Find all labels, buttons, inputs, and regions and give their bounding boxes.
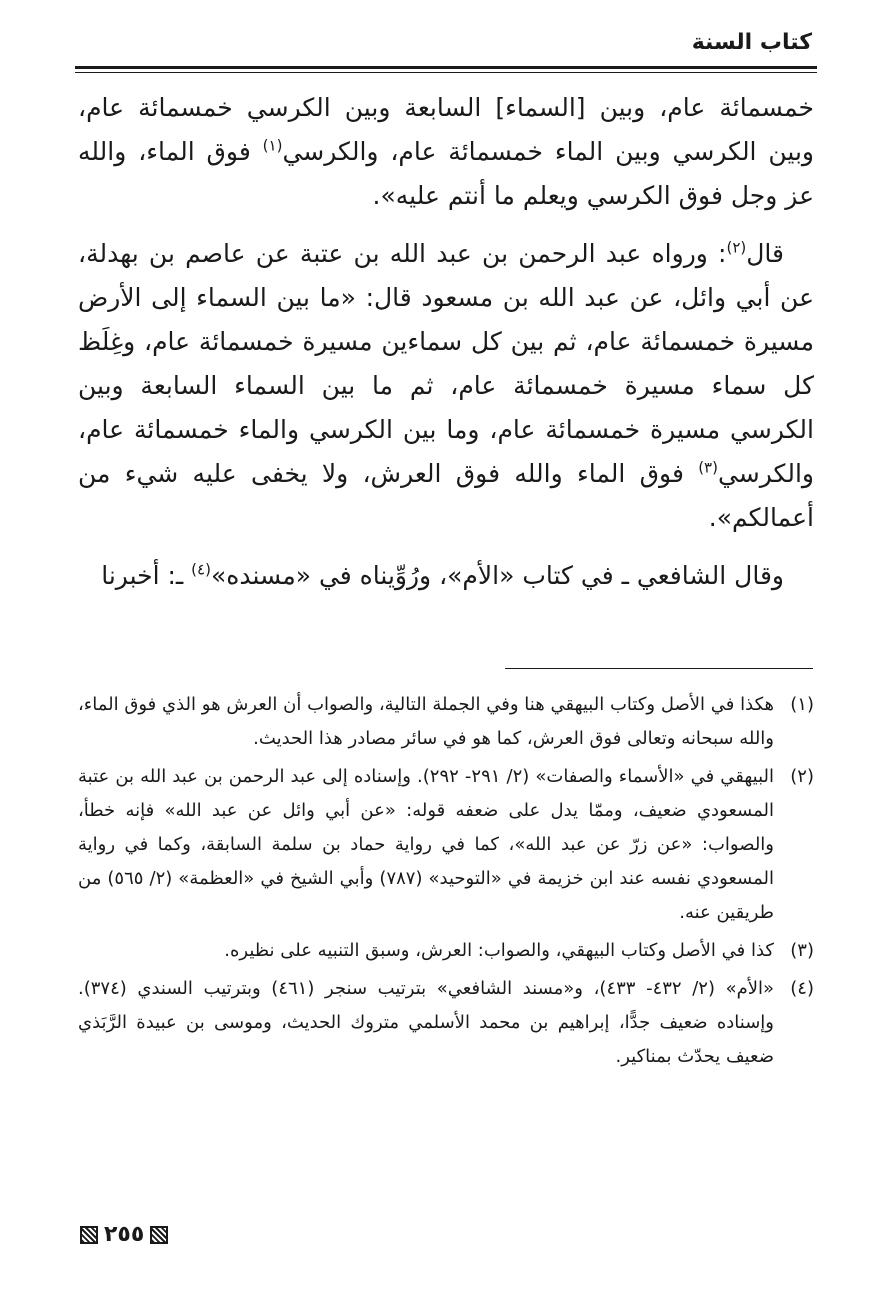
footnote-item <box>78 688 814 756</box>
footnote-number: (٣) <box>790 940 814 961</box>
body-paragraph <box>78 86 814 218</box>
footnote-marker[interactable]: (٢) <box>726 238 747 257</box>
footnote-text: البيهقي في «الأسماء والصفات» (٢/ ٢٩١- ٢٩٢). وإسناده إلى عبد الرحمن بن عبد الله بن عتبة المسعودي ضعيف، وممّا يدل على ضعفه قوله: «عن أبي وائل عن عبد الله» فإنه خطأ، والصواب: «عن زرّ عن عبد الله»، كما في رواية حماد بن سلمة السابقة، وكما في رواية المسعودي نفسه عند ابن خزيمة في «التوحيد» (٧٨٧) وأبي الشيخ في «العظمة» (٢/ ٥٦٥) من طريقين عنه. <box>78 766 775 923</box>
footnote-item <box>78 760 814 930</box>
running-header: كتاب السنة <box>691 30 812 55</box>
paragraph-text: ـ: أخبرنا <box>101 561 192 590</box>
main-text <box>78 86 814 612</box>
footnote-number: (٤) <box>790 978 814 999</box>
footnote-marker[interactable]: (٤) <box>191 560 211 579</box>
paragraph-text: وقال الشافعي ـ في كتاب «الأم»، ورُوِّيناه في «مسنده» <box>210 561 784 590</box>
footnote-text: «الأم» (٢/ ٤٣٢- ٤٣٣)، و«مسند الشافعي» بترتيب سنجر (٤٦١) وبترتيب السندي (٣٧٤). وإسناده ضعيف جدًّا، إبراهيم بن محمد الأسلمي متروك الحديث، وموسى بن عبيدة الرَّبَذي ضعيف يحدّث بمناكير. <box>78 978 775 1067</box>
body-paragraph <box>78 232 814 540</box>
footnote-text: هكذا في الأصل وكتاب البيهقي هنا وفي الجملة التالية، والصواب أن العرش هو الذي فوق الماء، والله سبحانه وتعالى فوق العرش، كما هو في سائر مصادر هذا الحديث. <box>78 694 774 749</box>
footnote-marker[interactable]: (٣) <box>698 458 718 477</box>
footnote-text: كذا في الأصل وكتاب البيهقي، والصواب: العرش، وسبق التنبيه على نظيره. <box>224 940 774 961</box>
header-rule <box>75 66 817 69</box>
footnote-number: (١) <box>790 694 814 715</box>
paragraph-text: قال <box>746 239 784 268</box>
header-rule-thin <box>75 72 817 73</box>
footnote-number: (٢) <box>790 766 814 787</box>
paragraph-text: خمسمائة عام، وبين [السماء] السابعة وبين الكرسي خمسمائة عام، وبين الكرسي وبين الماء خمسمائة عام، والكرسي <box>78 93 814 166</box>
footnote-item <box>78 972 814 1074</box>
footnote-marker[interactable]: (١) <box>262 136 283 155</box>
ornament-left-icon <box>80 1226 98 1244</box>
body-paragraph <box>78 554 814 598</box>
page-number-block <box>80 1222 168 1247</box>
footnote-item <box>78 934 814 968</box>
footnotes <box>78 688 814 1078</box>
footnote-separator <box>505 668 813 669</box>
ornament-right-icon <box>150 1226 168 1244</box>
paragraph-text: فوق الماء والله فوق العرش، ولا يخفى عليه شيء من أعمالكم». <box>78 459 814 532</box>
paragraph-text: : ورواه عبد الرحمن بن عبد الله بن عتبة عن عاصم بن بهدلة، عن أبي وائل، عن عبد الله بن مسعود قال: «ما بين السماء إلى الأرض مسيرة خمسمائة عام، ثم بين كل سماءين مسيرة خمسمائة عام، وغِلَظ كل سماء مسيرة خمسمائة عام، ثم ما بين السماء السابعة وبين الكرسي مسيرة خمسمائة عام، وما بين الكرسي والماء خمسمائة عام، والكرسي <box>78 239 814 488</box>
paragraph-text: فوق الماء، والله عز وجل فوق الكرسي ويعلم ما أنتم عليه». <box>78 137 814 210</box>
page-number: ٢٥٥ <box>104 1222 145 1247</box>
